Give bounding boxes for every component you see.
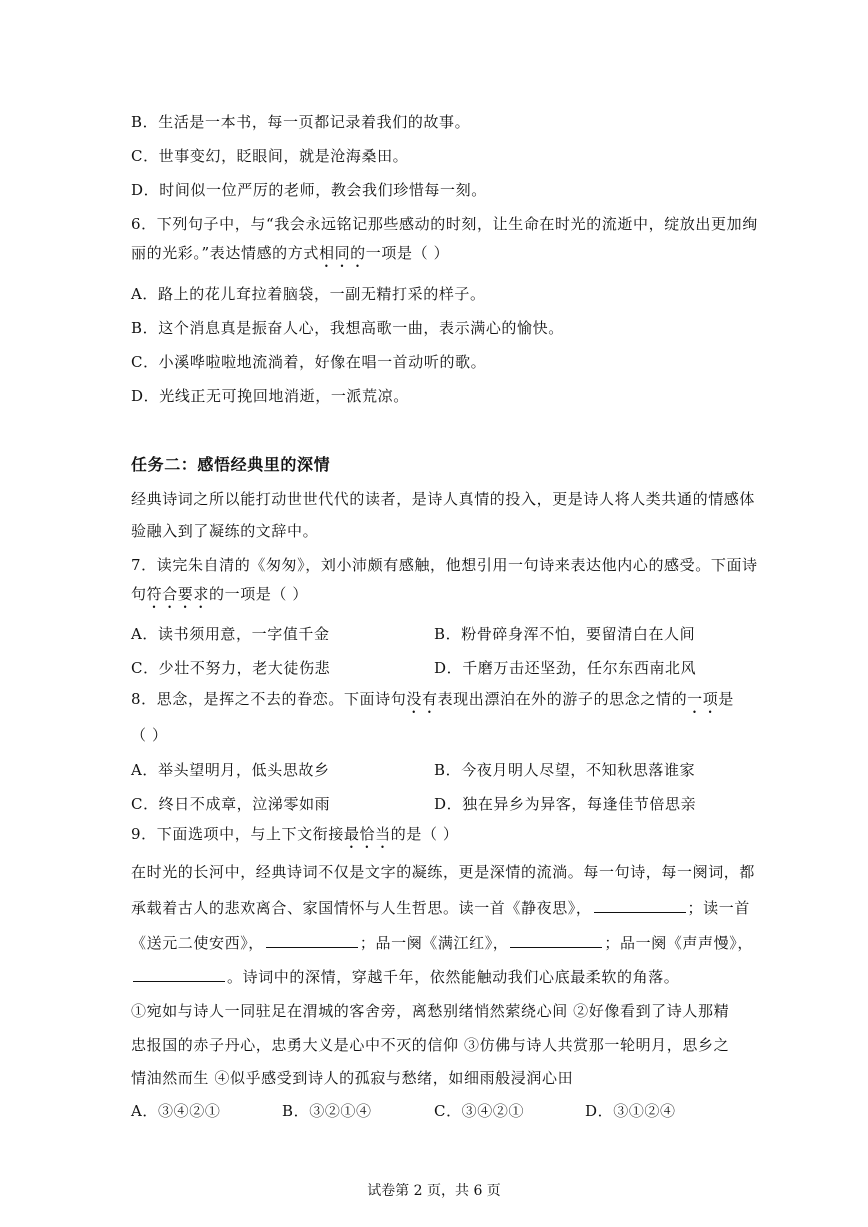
- answer-blank[interactable]: [133, 967, 225, 982]
- emphasis-text: 没有: [406, 690, 438, 708]
- q6-stem-line2: 丽的光彩。”表达情感的方式相同的一项是（ ）: [131, 244, 450, 262]
- q8-stem-line1: 8．思念，是挥之不去的眷恋。下面诗句没有表现出漂泊在外的游子的思念之情的一项是: [131, 690, 734, 708]
- emphasis-text: 一项: [687, 690, 719, 708]
- q7-stem-line2: 句符合要求的一项是（ ）: [131, 585, 308, 603]
- answer-blank[interactable]: [510, 933, 602, 948]
- q9-option-b: B．③②①④: [282, 1102, 372, 1120]
- q9-passage-line4: 。诗词中的深情，穿越千年，依然能触动我们心底最柔软的角落。: [131, 967, 679, 987]
- q9-option-d: D．③①②④: [585, 1102, 676, 1120]
- q7-option-b: B．粉骨碎身浑不怕，要留清白在人间: [434, 625, 696, 643]
- answer-blank[interactable]: [594, 898, 686, 913]
- task2-intro-line2: 验融入到了凝练的文辞中。: [131, 522, 319, 540]
- q7-stem-line1: 7．读完朱自清的《匆匆》，刘小沛颇有感触，他想引用一句诗来表达他内心的感受。下面诗: [131, 556, 758, 574]
- emphasis-text: 相同的: [318, 244, 366, 262]
- q9-passage-line1: 在时光的长河中，经典诗词不仅是文字的凝练，更是深情的流淌。每一句诗，每一阕词，都: [131, 863, 756, 881]
- q8-stem-line2: （ ）: [131, 726, 168, 744]
- q9-sentence-line2: 忠报国的赤子丹心，忠勇大义是心中不灭的信仰 ③仿佛与诗人共赏那一轮明月，思乡之: [131, 1036, 730, 1054]
- q6-option-c: C．小溪哗啦啦地流淌着，好像在唱一首动听的歌。: [131, 353, 487, 371]
- q8-option-d: D．独在异乡为异客，每逢佳节倍思亲: [434, 795, 697, 813]
- q8-option-c: C．终日不成章，泣涕零如雨: [131, 795, 331, 813]
- q9-passage-line3: 《送元二使安西》， ；品一阕《满江红》， ；品一阕《声声慢》，: [131, 934, 753, 952]
- q9-sentence-line1: ①宛如与诗人一同驻足在渭城的客舍旁，离愁别绪悄然萦绕心间 ②好像看到了诗人那精: [131, 1002, 730, 1020]
- q5-option-b: B．生活是一本书，每一页都记录着我们的故事。: [131, 113, 471, 131]
- q5-option-c: C．世事变幻，眨眼间，就是沧海桑田。: [131, 147, 409, 165]
- q7-option-d: D．千磨万击还坚劲，任尔东西南北风: [434, 659, 697, 677]
- q6-option-b: B．这个消息真是振奋人心，我想高歌一曲，表示满心的愉快。: [131, 319, 564, 337]
- answer-blank[interactable]: [266, 933, 358, 948]
- q5-option-d: D．时间似一位严厉的老师，教会我们珍惜每一刻。: [131, 181, 487, 199]
- task2-intro-line1: 经典诗词之所以能打动世世代代的读者，是诗人真情的投入，更是诗人将人类共通的情感体: [131, 490, 756, 508]
- q7-option-c: C．少壮不努力，老大徒伤悲: [131, 659, 331, 677]
- page-footer: 试卷第 2 页，共 6 页: [367, 1183, 501, 1199]
- q6-option-a: A．路上的花儿耷拉着脑袋，一副无精打采的样子。: [131, 285, 486, 303]
- emphasis-text: 符合要求: [146, 585, 210, 603]
- q7-option-a: A．读书须用意，一字值千金: [131, 625, 330, 643]
- q6-stem-line1: 6．下列句子中，与“我会永远铭记那些感动的时刻，让生命在时光的流逝中，绽放出更加绚: [131, 215, 758, 233]
- q8-option-a: A．举头望明月，低头思故乡: [131, 761, 330, 779]
- q9-passage-line2: 承载着古人的悲欢离合、家国情怀与人生哲思。读一首《静夜思》， ；读一首: [131, 899, 750, 917]
- q9-option-a: A．③④②①: [131, 1102, 221, 1120]
- emphasis-text: 最恰当: [343, 825, 391, 843]
- task2-heading: 任务二：感悟经典里的深情: [131, 455, 331, 474]
- q9-stem: 9．下面选项中，与上下文衔接最恰当的是（ ）: [131, 825, 459, 843]
- q9-option-c: C．③④②①: [434, 1102, 525, 1120]
- q6-option-d: D．光线正无可挽回地消逝，一派荒凉。: [131, 387, 409, 405]
- q8-option-b: B．今夜月明人尽望，不知秋思落谁家: [434, 761, 696, 779]
- q9-sentence-line3: 情油然而生 ④似乎感受到诗人的孤寂与愁绪，如细雨般浸润心田: [131, 1069, 574, 1087]
